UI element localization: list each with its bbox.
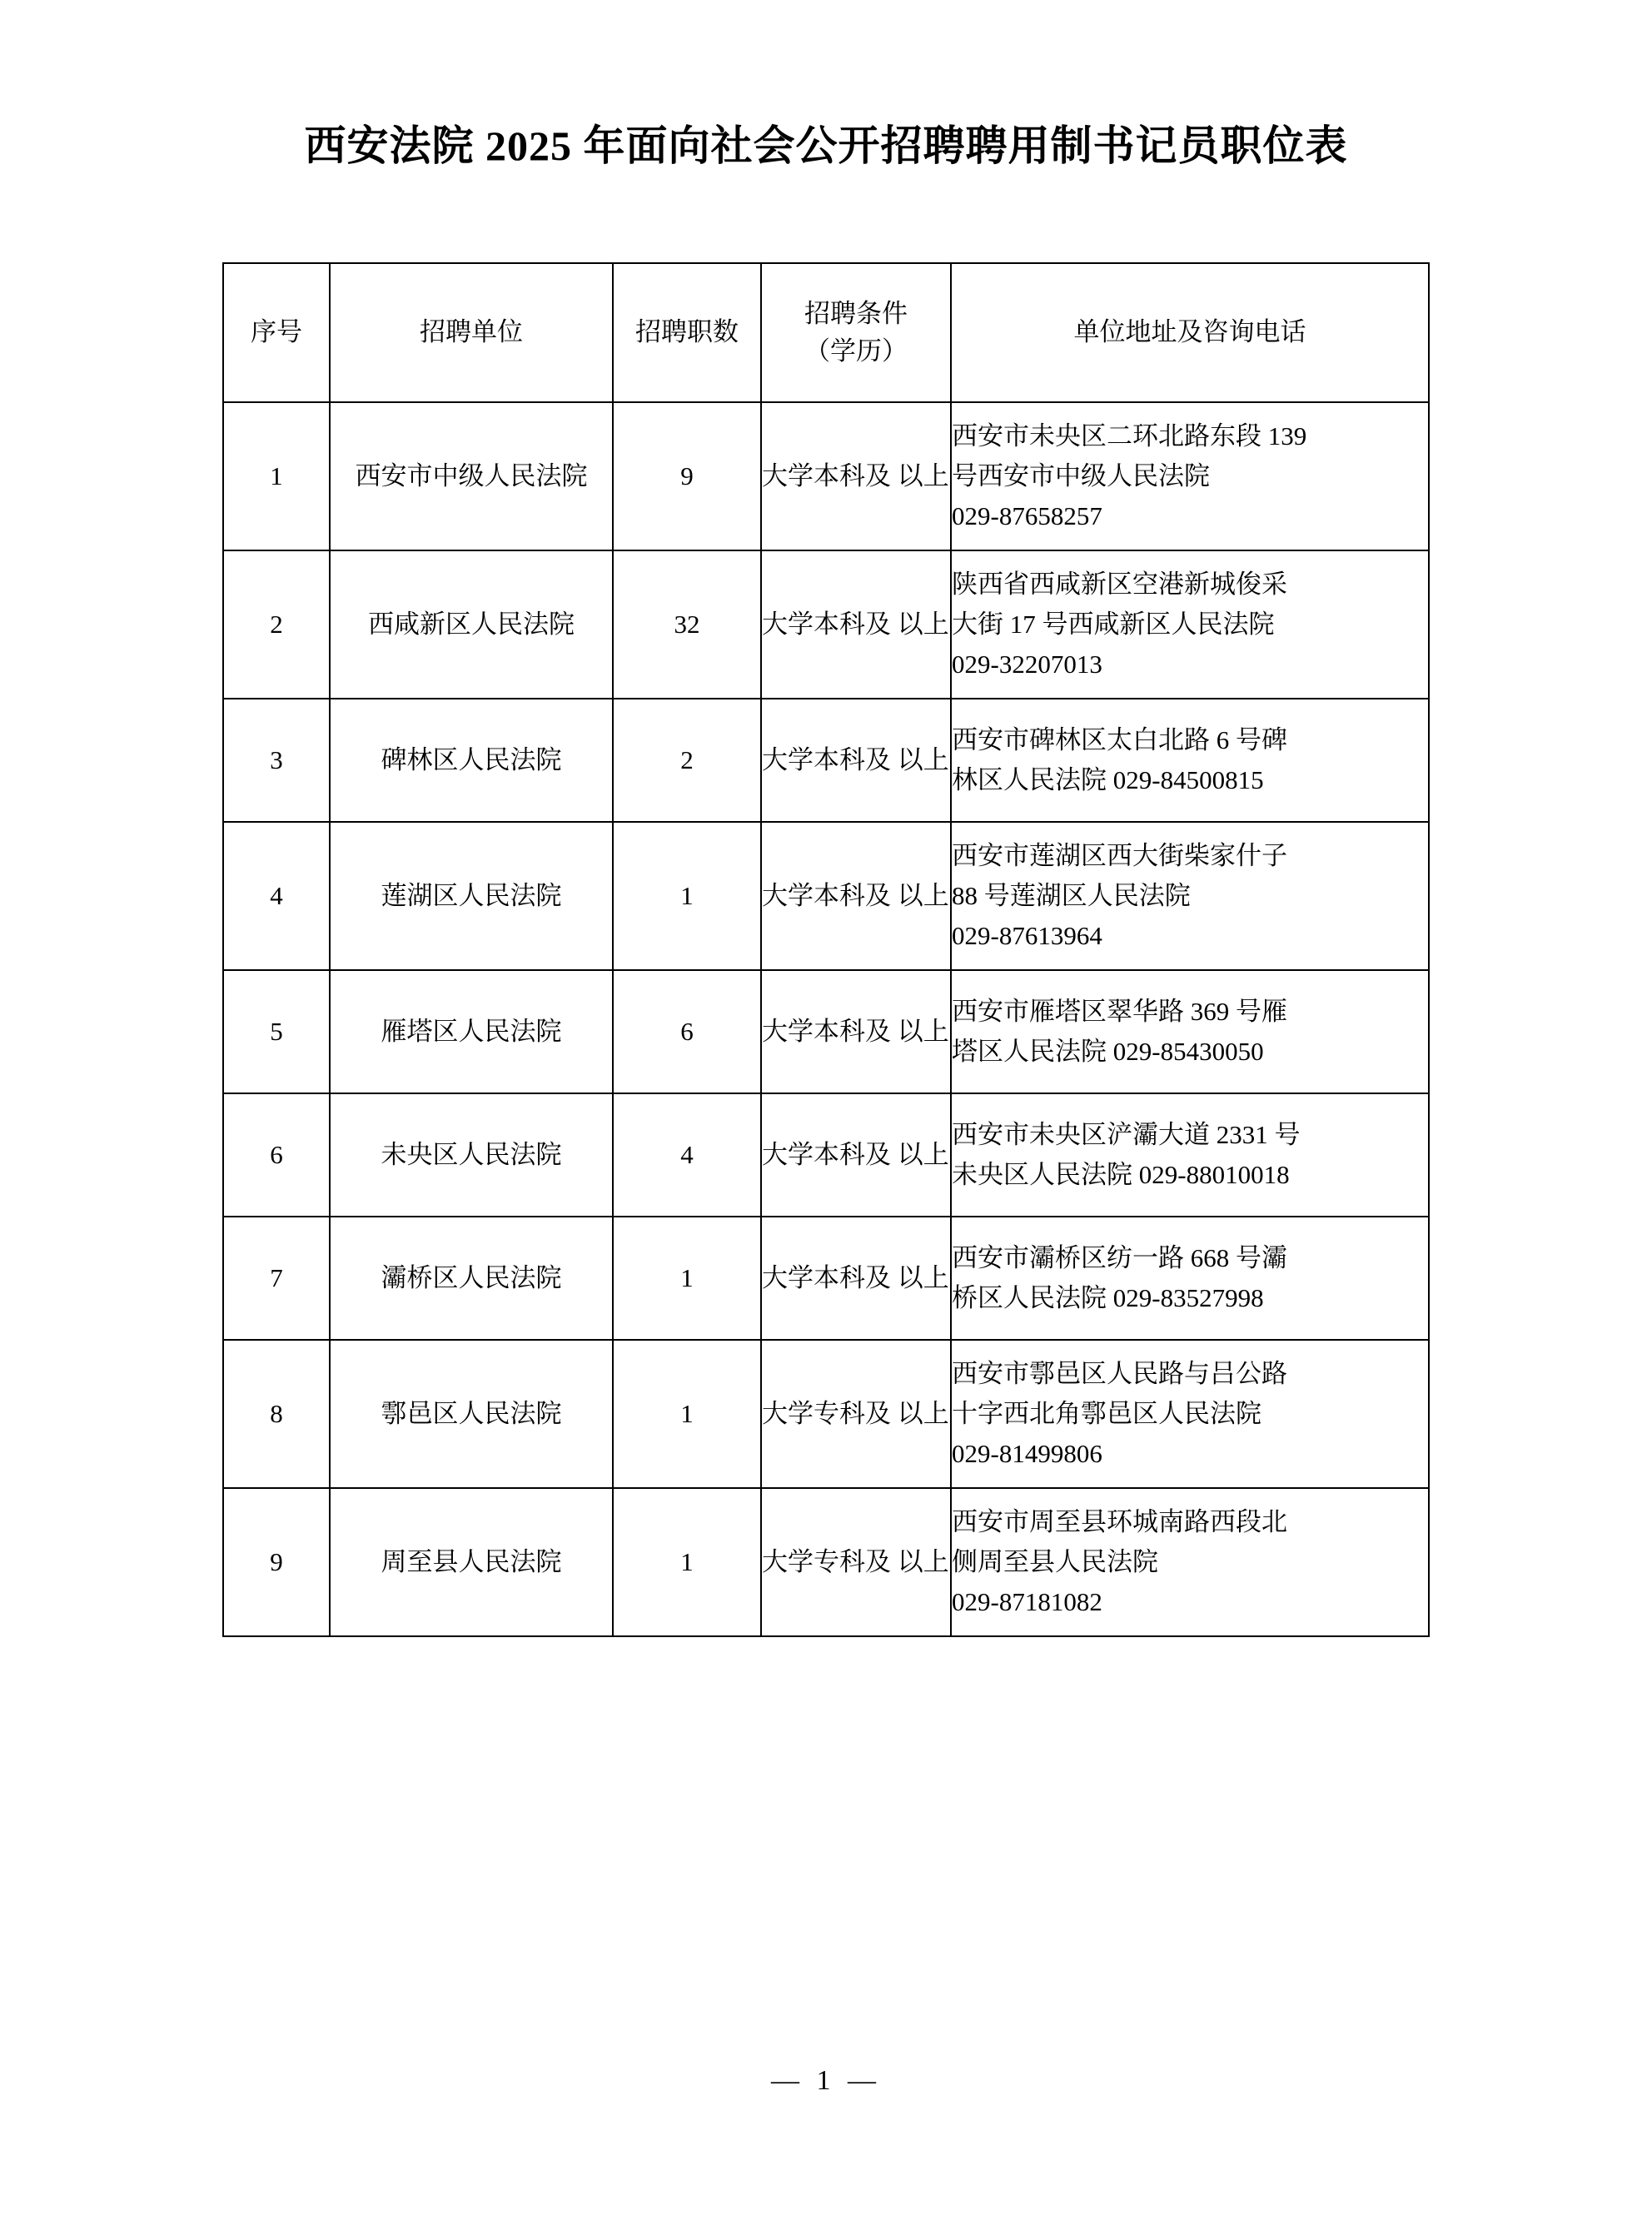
table-row (223, 550, 1429, 699)
column-header-count: 招聘职数 (613, 263, 761, 402)
table-row (223, 970, 1429, 1093)
cell-condition-line2: 以上 (897, 880, 949, 910)
address-line: 塔区人民法院 029-85430050 (952, 1037, 1264, 1066)
cell-condition-line1: 大学本科及 (762, 1016, 891, 1046)
cell-condition-line1: 大学本科及 (762, 880, 891, 910)
cell-index: 5 (223, 970, 330, 1093)
cell-count: 9 (613, 402, 761, 550)
address-line: 侧周至县人民法院 (952, 1546, 1158, 1576)
cell-address (951, 1093, 1429, 1217)
cell-condition-line2: 以上 (897, 744, 949, 774)
cell-index: 4 (223, 822, 330, 970)
cell-address (951, 699, 1429, 822)
cell-condition-line2: 以上 (897, 1546, 949, 1576)
table-body (223, 402, 1429, 1636)
cell-address (951, 970, 1429, 1093)
address-line: 林区人民法院 029-84500815 (952, 765, 1264, 794)
address-line: 西安市未央区二环北路东段 139 (952, 421, 1307, 450)
cell-index: 7 (223, 1217, 330, 1340)
table-row (223, 402, 1429, 550)
page-number: — 1 — (771, 2065, 881, 2096)
column-header-condition-line1: 招聘条件 (804, 298, 908, 328)
cell-condition-line2: 以上 (897, 1262, 949, 1292)
cell-index: 8 (223, 1340, 330, 1488)
table-row (223, 699, 1429, 822)
cell-index: 1 (223, 402, 330, 550)
cell-unit: 碑林区人民法院 (330, 699, 613, 822)
table-header-row (223, 263, 1429, 402)
address-line: 西安市周至县环城南路西段北 (952, 1506, 1287, 1536)
job-table-container (0, 262, 1652, 1637)
table-row (223, 1488, 1429, 1636)
cell-condition (761, 1488, 951, 1636)
cell-unit: 鄠邑区人民法院 (330, 1340, 613, 1488)
cell-count: 4 (613, 1093, 761, 1217)
address-line: 029-32207013 (952, 650, 1102, 679)
address-line: 西安市莲湖区西大街柴家什子 (952, 840, 1287, 870)
cell-condition (761, 970, 951, 1093)
column-header-condition-line2: （学历） (804, 336, 908, 366)
cell-unit: 灞桥区人民法院 (330, 1217, 613, 1340)
address-line: 西安市碑林区太白北路 6 号碑 (952, 724, 1287, 754)
cell-condition-line1: 大学本科及 (762, 609, 891, 639)
address-line: 西安市灞桥区纺一路 668 号灞 (952, 1242, 1287, 1272)
cell-condition (761, 699, 951, 822)
address-line: 029-87613964 (952, 921, 1102, 951)
page-title: 西安法院 2025 年面向社会公开招聘聘用制书记员职位表 (304, 122, 1348, 169)
column-header-index: 序号 (223, 263, 330, 402)
cell-address (951, 550, 1429, 699)
cell-count: 1 (613, 1340, 761, 1488)
cell-index: 3 (223, 699, 330, 822)
address-line: 桥区人民法院 029-83527998 (952, 1283, 1264, 1312)
cell-unit: 莲湖区人民法院 (330, 822, 613, 970)
cell-index: 6 (223, 1093, 330, 1217)
job-positions-table (222, 262, 1430, 1637)
cell-unit: 西安市中级人民法院 (330, 402, 613, 550)
cell-count: 1 (613, 822, 761, 970)
cell-address (951, 402, 1429, 550)
cell-condition (761, 1093, 951, 1217)
address-line: 陕西省西咸新区空港新城俊采 (952, 569, 1287, 599)
cell-condition-line2: 以上 (897, 1016, 949, 1046)
cell-condition-line1: 大学本科及 (762, 744, 891, 774)
address-line: 十字西北角鄠邑区人民法院 (952, 1398, 1261, 1428)
table-row (223, 1217, 1429, 1340)
address-line: 西安市鄠邑区人民路与吕公路 (952, 1358, 1287, 1388)
cell-index: 9 (223, 1488, 330, 1636)
address-line: 西安市雁塔区翠华路 369 号雁 (952, 996, 1287, 1026)
cell-count: 2 (613, 699, 761, 822)
address-line: 未央区人民法院 029-88010018 (952, 1160, 1290, 1189)
table-header (223, 263, 1429, 402)
cell-condition-line2: 以上 (897, 1139, 949, 1169)
cell-address (951, 1340, 1429, 1488)
cell-condition-line1: 大学本科及 (762, 1262, 891, 1292)
address-line: 029-87658257 (952, 501, 1102, 531)
cell-address (951, 822, 1429, 970)
cell-condition (761, 1340, 951, 1488)
cell-condition-line2: 以上 (897, 1398, 949, 1428)
cell-index: 2 (223, 550, 330, 699)
cell-unit: 雁塔区人民法院 (330, 970, 613, 1093)
address-line: 西安市未央区浐灞大道 2331 号 (952, 1119, 1301, 1149)
cell-condition-line2: 以上 (897, 609, 949, 639)
address-line: 大街 17 号西咸新区人民法院 (952, 609, 1275, 639)
cell-count: 1 (613, 1217, 761, 1340)
cell-unit: 周至县人民法院 (330, 1488, 613, 1636)
cell-condition (761, 822, 951, 970)
address-line: 029-81499806 (952, 1439, 1102, 1469)
cell-condition (761, 550, 951, 699)
cell-count: 32 (613, 550, 761, 699)
cell-condition-line1: 大学本科及 (762, 1139, 891, 1169)
cell-condition-line1: 大学专科及 (762, 1546, 891, 1576)
cell-condition (761, 1217, 951, 1340)
cell-condition-line1: 大学专科及 (762, 1398, 891, 1428)
column-header-unit: 招聘单位 (330, 263, 613, 402)
table-row (223, 1340, 1429, 1488)
address-line: 号西安市中级人民法院 (952, 460, 1210, 490)
table-row (223, 1093, 1429, 1217)
cell-count: 1 (613, 1488, 761, 1636)
cell-count: 6 (613, 970, 761, 1093)
cell-address (951, 1488, 1429, 1636)
cell-condition (761, 402, 951, 550)
column-header-condition (761, 263, 951, 402)
cell-unit: 西咸新区人民法院 (330, 550, 613, 699)
cell-address (951, 1217, 1429, 1340)
column-header-address: 单位地址及咨询电话 (951, 263, 1429, 402)
cell-condition-line2: 以上 (897, 460, 949, 490)
address-line: 029-87181082 (952, 1587, 1102, 1617)
address-line: 88 号莲湖区人民法院 (952, 880, 1191, 910)
cell-condition-line1: 大学本科及 (762, 460, 891, 490)
table-row (223, 822, 1429, 970)
cell-unit: 未央区人民法院 (330, 1093, 613, 1217)
